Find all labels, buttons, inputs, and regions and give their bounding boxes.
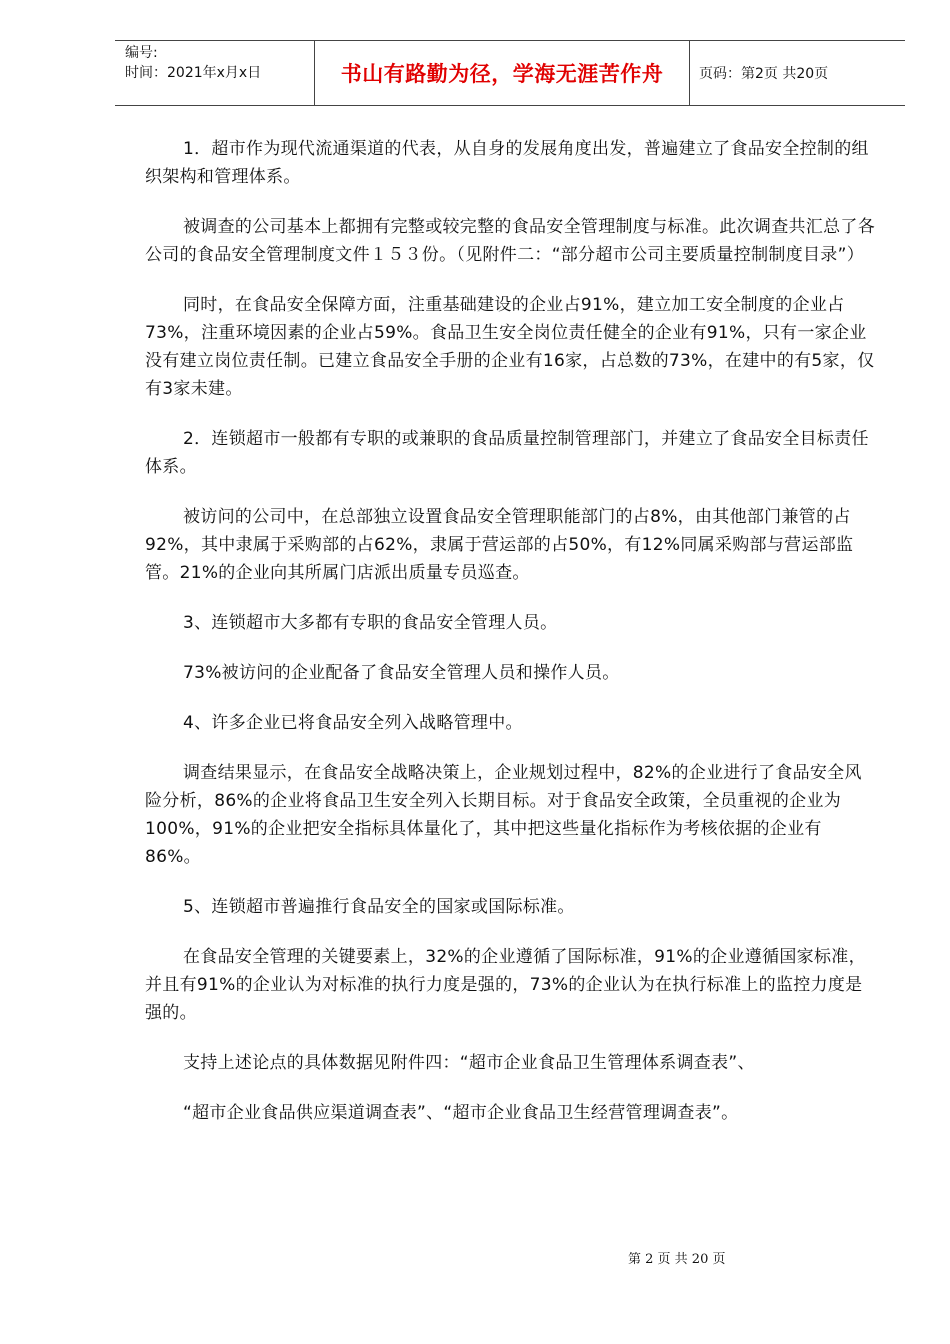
document-time-label: 时间：2021年x月x日 (125, 65, 262, 81)
section-heading-3: 3、连锁超市大多都有专职的食品安全管理人员。 (183, 613, 558, 633)
header-page-info: 页码：第2页 共20页 (699, 66, 829, 82)
header-motto: 书山有路勤为径，学海无涯苦作舟 (340, 61, 664, 86)
body-paragraph: 被调查的公司基本上都拥有完整或较完整的食品安全管理制度与标准。此次调查共汇总了各公司的食品安全管理制度文件１５３份。（见附件二：“部分超市公司主要质量控制制度目录”） (145, 217, 875, 265)
document-body (145, 135, 877, 1149)
page-footer-number: 第 2 页 共 20 页 (628, 1252, 726, 1267)
appendix-reference: 支持上述论点的具体数据见附件四：“超市企业食品卫生管理体系调查表”、 (183, 1053, 755, 1073)
appendix-reference-continued: “超市企业食品供应渠道调查表”、“超市企业食品卫生经营管理调查表”。 (183, 1103, 739, 1123)
body-paragraph: 被访问的公司中，在总部独立设置食品安全管理职能部门的占8%，由其他部门兼管的占92%，其中隶属于采购部的占62%，隶属于营运部的占50%，有12%同属采购部与营运部监管。21%的企业向其所属门店派出质量专员巡查。 (145, 507, 854, 583)
header-motto-cell (315, 41, 690, 105)
section-heading-2: 2．连锁超市一般都有专职的或兼职的食品质量控制管理部门，并建立了食品安全目标责任体系。 (145, 429, 869, 477)
body-paragraph: 调查结果显示，在食品安全战略决策上，企业规划过程中，82%的企业进行了食品安全风险分析，86%的企业将食品卫生安全列入长期目标。对于食品安全政策，全员重视的企业为100%，91%的企业把安全指标具体量化了，其中把这些量化指标作为考核依据的企业有86%。 (145, 763, 862, 867)
document-number-label: 编号: (125, 45, 158, 61)
section-heading-5: 5、连锁超市普遍推行食品安全的国家或国际标准。 (183, 897, 575, 917)
body-paragraph: 在食品安全管理的关键要素上，32%的企业遵循了国际标准，91%的企业遵循国家标准，并且有91%的企业认为对标准的执行力度是强的，73%的企业认为在执行标准上的监控力度是强的。 (145, 947, 866, 1023)
section-heading-1: 1．超市作为现代流通渠道的代表，从自身的发展角度出发，普遍建立了食品安全控制的组织架构和管理体系。 (145, 139, 869, 187)
body-paragraph: 73%被访问的企业配备了食品安全管理人员和操作人员。 (183, 663, 620, 683)
header-meta (115, 41, 315, 105)
body-paragraph: 同时，在食品安全保障方面，注重基础建设的企业占91%，建立加工安全制度的企业占73%，注重环境因素的企业占59%。食品卫生安全岗位责任健全的企业有91%，只有一家企业没有建立岗位责任制。已建立食品安全手册的企业有16家，占总数的73%，在建中的有5家，仅有3家未建。 (145, 295, 875, 399)
section-heading-4: 4、许多企业已将食品安全列入战略管理中。 (183, 713, 523, 733)
page-header (115, 40, 905, 106)
